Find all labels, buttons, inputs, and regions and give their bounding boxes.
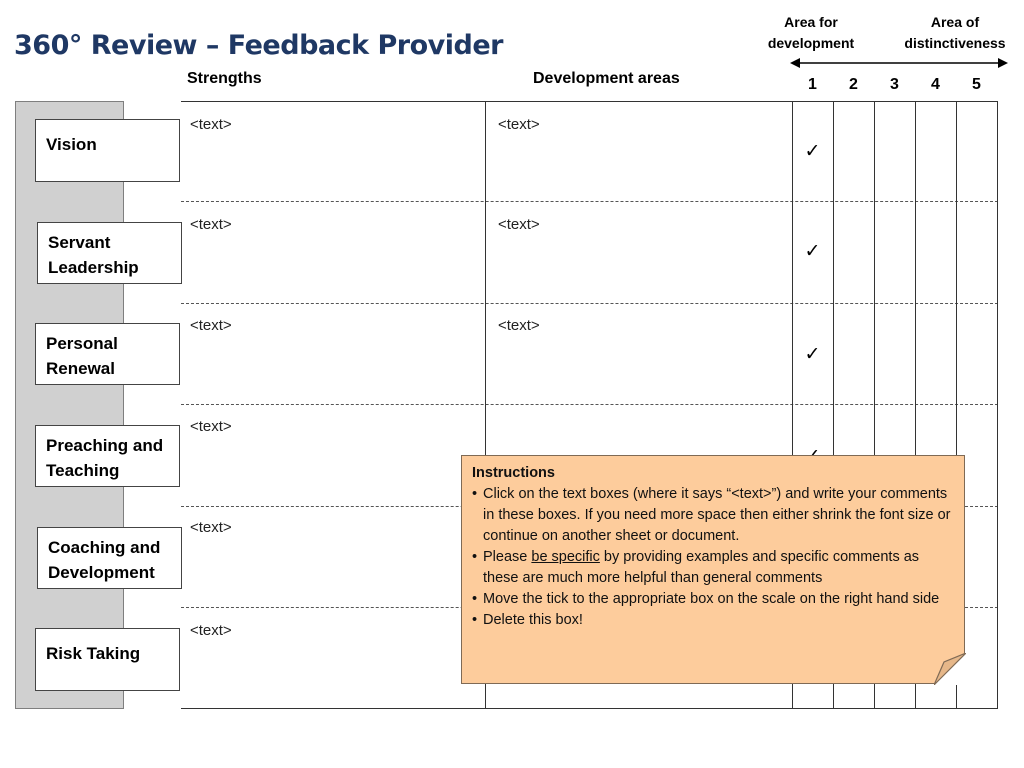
row-divider <box>181 404 998 405</box>
competency-label: Vision <box>46 135 97 154</box>
competency-risk-taking <box>35 628 180 691</box>
competency-label: Personal <box>46 334 118 353</box>
strengths-textbox-risk-taking[interactable]: <text> <box>190 622 232 639</box>
development-textbox-vision[interactable]: <text> <box>498 116 540 133</box>
competency-vision <box>35 119 180 182</box>
scale-column-border <box>997 101 998 709</box>
instruction-text: by providing examples and specific comments as these are much more helpful than general comments <box>483 549 920 586</box>
competency-servant-leadership <box>37 222 182 284</box>
competency-label: Coaching and <box>48 538 161 557</box>
instruction-item: • Click on the text boxes (where it says “<text>”) and write your comments in these boxes. If you need more space then either shrink the font size or continue on another sheet or document. <box>472 484 954 547</box>
scale-number-2: 2 <box>849 76 858 93</box>
competency-coaching-development <box>37 527 182 589</box>
instruction-text: Please <box>483 549 532 565</box>
scale-number-1: 1 <box>808 76 817 93</box>
instruction-emphasis: be specific <box>531 549 600 565</box>
rating-tick[interactable]: ✓ <box>804 241 821 262</box>
instruction-item: • Move the tick to the appropriate box on the scale on the right hand side <box>472 589 954 610</box>
development-textbox-servant-leadership[interactable]: <text> <box>498 216 540 233</box>
strengths-textbox-vision[interactable]: <text> <box>190 116 232 133</box>
strengths-header: Strengths <box>187 70 262 87</box>
instructions-note[interactable] <box>461 455 965 684</box>
instructions-title: Instructions <box>472 465 555 481</box>
competency-label: Teaching <box>46 461 120 480</box>
table-bottom-border <box>181 708 998 709</box>
competency-label: Renewal <box>46 359 115 378</box>
scale-low-label: Area for development <box>767 14 855 51</box>
page-title: 360° Review – Feedback Provider <box>14 30 503 61</box>
strengths-textbox-preaching-teaching[interactable]: <text> <box>190 418 232 435</box>
rating-tick[interactable]: ✓ <box>804 141 821 162</box>
scale-arrow-icon <box>790 57 1008 69</box>
scale-number-5: 5 <box>972 76 981 93</box>
development-textbox-personal-renewal[interactable]: <text> <box>498 317 540 334</box>
row-divider <box>181 201 998 202</box>
strengths-textbox-servant-leadership[interactable]: <text> <box>190 216 232 233</box>
competency-label: Preaching and <box>46 436 164 455</box>
competency-label: Development <box>48 563 155 582</box>
strengths-textbox-personal-renewal[interactable]: <text> <box>190 317 232 334</box>
development-areas-header: Development areas <box>533 70 680 87</box>
scale-high-label: Area of distinctiveness <box>904 14 1006 51</box>
instruction-item: • Delete this box! <box>472 610 954 631</box>
competency-personal-renewal <box>35 323 180 385</box>
rating-tick[interactable]: ✓ <box>804 344 821 365</box>
competency-preaching-teaching <box>35 425 180 487</box>
competency-label: Risk Taking <box>46 644 141 663</box>
row-divider <box>181 303 998 304</box>
strengths-textbox-coaching-development[interactable]: <text> <box>190 519 232 536</box>
competency-label: Leadership <box>48 258 139 277</box>
scale-number-3: 3 <box>890 76 899 93</box>
competency-sidebar <box>15 101 124 709</box>
instructions-list <box>472 484 954 631</box>
competency-label: Servant <box>48 233 111 252</box>
instruction-item <box>472 547 954 589</box>
scale-number-4: 4 <box>931 76 940 93</box>
page-curl-icon <box>934 653 966 685</box>
table-top-border <box>181 101 998 102</box>
